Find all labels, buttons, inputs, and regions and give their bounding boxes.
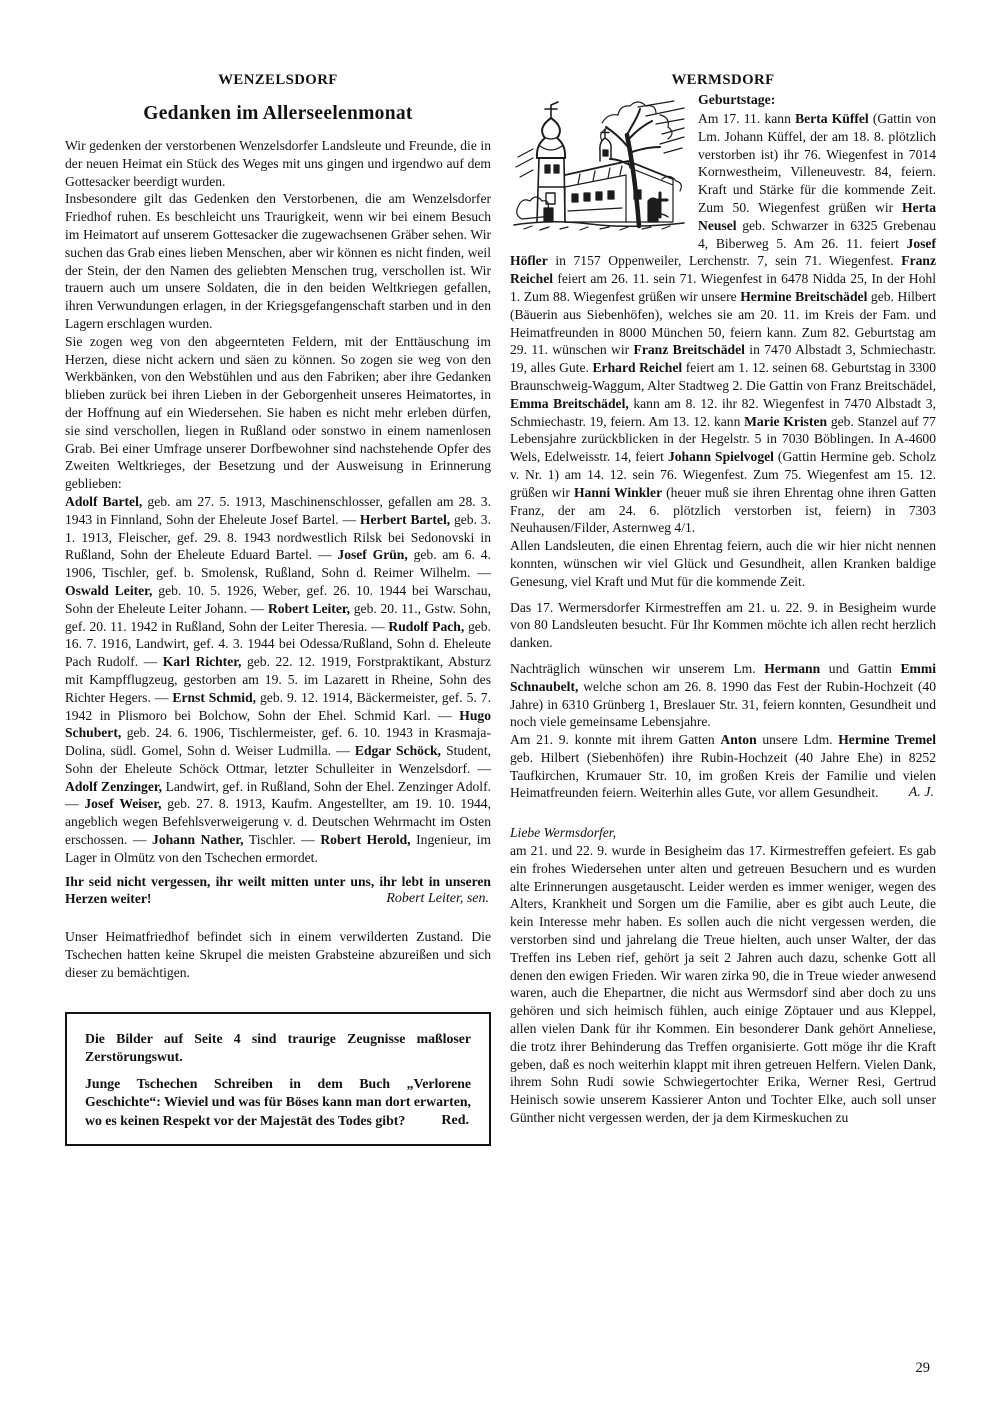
memorial-signature: Robert Leiter, sen. bbox=[380, 890, 489, 908]
left-column bbox=[65, 72, 491, 1146]
page-number: 29 bbox=[915, 1360, 930, 1376]
notice-box-paragraph-1: Die Bilder auf Seite 4 sind traurige Zeugnisse maßloser Zerstörungswut. bbox=[85, 1030, 471, 1065]
paragraph-belated-wishes: Nachträglich wünschen wir unserem Lm. Hermann und Gattin Emmi Schnaubelt, welche schon am 26. 8. 1990 das Fest der Rubin-Hochzeit (40 Jahre) in 6310 Grünberg 1, Breslauer Str. 31, feiern konnten, Gesundheit und noch viele gemeinsame Lebensjahre. bbox=[510, 660, 936, 730]
left-column-header: WENZELSDORF bbox=[218, 72, 338, 88]
church-illustration bbox=[510, 95, 688, 233]
paragraph-all-celebrants: Allen Landsleuten, die einen Ehrentag feiern, auch die wir hier nicht nennen konnten, wünschen wir viel Glück und Gesundheit, allen Kranken baldige Genesung, viel Kraft und Mut für die kommende Zeit. bbox=[510, 538, 936, 589]
right-column bbox=[510, 72, 936, 1127]
letter-salutation: Liebe Wermsdorfer, bbox=[510, 825, 616, 841]
paragraph-birthdays: Am 17. 11. kann Berta Küffel (Gattin von Lm. Johann Küffel, der am 18. 8. plötzlich verstorben ist) ihr 76. Wiegenfest in 7014 Kornwestheim, Villeneuvestr. 84, feiern. Kraft und Stärke für die kommende Zeit. Zum 50. Wiegenfest grüßen wir Herta Neusel geb. Schwarzer in 6325 Grebenau 4, Biberweg 5. Am 26. 11. feiert Josef Höfler in 7157 Oppenweiler, Lerchenstr. 7, sein 71. Wiegenfest. Franz Reichel feiert am 26. 11. sein 71. Wiegenfest in 6478 Nidda 25, In der Hohl 1. Zum 88. Wiegenfest grüßen wir unsere Hermine Breitschädel geb. Hilbert (Bäuerin aus Siebenhöfen), welches sie am 20. 11. im Kreis der Fam. und Heimatfreunden in 8000 München 50, feiern kann. Zum 82. Geburtstag am 29. 11. wünschen wir Franz Breitschädel in 7470 Albstadt 3, Schmiechastr. 19, alles Gute. Erhard Reichel feiert am 1. 12. seinen 68. Geburtstag in 3300 Braunschweig-Waggum, Alter Stadtweg 2. Die Gattin von Franz Breitschädel, Emma Breitschädel, kann am 8. 12. ihr 82. Wiegenfest in 7470 Albstadt 3, Schmiechastr. 19, feiern. Am 13. 12. kann Marie Kristen geb. Stanzel auf 77 Lebensjahre zurückblicken in der Hegelstr. 5 in 7030 Böblingen. In A-4600 Wels, Edelweisstr. 14, feiert Johann Spielvogel (Gattin Hermine geb. Scholz v. Nr. 1) am 14. 12. sein 76. Wiegenfest. Zum 75. Wiegenfest am 15. 12. grüßen wir Hanni Winkler (heuer muß sie ihren Ehrentag ohne ihren Gatten Franz, der am 24. 6. plötzlich verstorben ist, feiern) in 7303 Neuhausen/Filder, Asternweg 4/1. bbox=[510, 111, 937, 536]
paragraph-memorial-intro-1: Wir gedenken der verstorbenen Wenzelsdorfer Landsleute und Freunde, die in der neuen Heimat ein Stück des Weges mit uns gingen und irgendwo auf dem Gottesacker beerdigt wurden. bbox=[65, 138, 491, 189]
notice-box-signature: Red. bbox=[435, 1112, 469, 1131]
letter-body: am 21. und 22. 9. wurde in Besigheim das 17. Kirmestreffen gefeiert. Es gab ein frohes Wiedersehen unter alten und getreuen Besuchern und es wurden alte Erinnerungen ausgetauscht. Leider werden es immer weniger, wegen des Alters, Krankheit und Sorgen um die Familie, aber es gibt auch Leute, die kein Interesse mehr haben. Es sollen auch die nicht vergessen werden, die verstorben sind und jahrelang die Treue hielten, auch unser Walter, der das Treffen ins Leben rief, gehört ja seit 2 Jahren auch dazu, schenke Gott all denen den ewigen Frieden. Wir waren zirka 90, die in Treue wieder anwesend waren, auch die Ehepartner, die nicht aus Wermsdorf sind aber doch zu uns gehören und sich heimisch fühlen, auch einige Zöptauer und aus Kleppel, allen vielen Dank für ihr Kommen. Ein besonderer Dank gehört Anneliese, die trotz ihrer Behinderung das Treffen organisierte. Gott möge ihr die Kraft geben, daß es noch weiterhin klappt mit ihren getreuen Helfern. Vielen Dank, ihrem Sohn Rudi sowie Schwiegertochter Erika, Werner Resi, Gertrud Heinisch sowie unserem Kassierer Anton und Tochter Elke, auch soll unser Günther nicht vergessen werden, der ja dem Kirmeskuchen zu bbox=[510, 843, 936, 1126]
paragraph-kirmestreffen-note: Das 17. Wermersdorfer Kirmestreffen am 21. u. 22. 9. in Besigheim wurde von 80 Landsleuten besucht. Für Ihr Kommen möchte ich allen recht herzlich danken. bbox=[510, 599, 936, 651]
paragraph-memorial-intro-2: Insbesondere gilt das Gedenken den Verstorbenen, die am Wenzelsdorfer Friedhof ruhen. Es beschleicht uns Traurigkeit, wenn wir bei einem Besuch im Heimatort auf unserem Gottesacker die zugewachsenen Gräber sehen. Wir suchen das Grab eines lieben Menschen, aber wir können es nicht finden, weil der Stein, der den Namen des geliebten Menschen trug, verschollen ist. Wir trauern auch um unsere Soldaten, die in den beiden Weltkriegen gefallen, ihren Verwundungen erlagen, in der Kriegsgefangenschaft starben und in den Lagern erschlagen wurden. bbox=[65, 191, 491, 331]
notice-box-paragraph-2 bbox=[85, 1075, 471, 1131]
birthdays-block bbox=[510, 91, 936, 537]
notice-box-text: Junge Tschechen Schreiben in dem Buch „Verlorene Geschichte“: Wieviel und was für Böses kann man dort erwarten, wo es keinen Respekt vor der Majestät des Todes gibt? bbox=[85, 1075, 471, 1128]
notice-box bbox=[65, 1012, 491, 1147]
birthdays-subheader: Geburtstage: bbox=[698, 92, 776, 107]
memorial-closing-text: Ihr seid nicht vergessen, ihr weilt mitten unter uns, ihr lebt in unseren Herzen weiter! bbox=[65, 873, 491, 907]
paragraph-war-victims-list: Adolf Bartel, geb. am 27. 5. 1913, Maschinenschlosser, gefallen am 28. 3. 1943 in Finnland, Sohn der Eheleute Josef Bartel. — Herbert Bartel, geb. 3. 1. 1913, Fleischer, gef. 29. 8. 1943 nordwestlich Rilsk bei Sedonovski in Rußland, Sohn der Eheleute Eduard Bartel. — Josef Grün, geb. am 6. 4. 1906, Tischler, gef. b. Smolensk, Rußland, Sohn d. Reimer Wilhelm. — Oswald Leiter, geb. 10. 5. 1926, Weber, gef. 26. 10. 1944 bei Warschau, Sohn der Eheleute Leiter Johann. — Robert Leiter, geb. 20. 11., Gstw. Sohn, gef. 20. 11. 1942 in Rußland, Sohn der Leiter Theresia. — Rudolf Pach, geb. 16. 7. 1916, Landwirt, gef. 4. 3. 1944 bei Odessa/Rußland, Sohn d. Eheleute Pach Rudolf. — Karl Richter, geb. 22. 12. 1919, Forstpraktikant, Absturz mit Kampfflugzeug, gestorben am 19. 5. im Lazarett in Rheine, Sohn des Richter Hegers. — Ernst Schmid, geb. 9. 12. 1914, Bäckermeister, gef. 5. 7. 1942 in Plismoro bei Bolchow, Sohn der Ehel. Schmid Karl. — Hugo Schubert, geb. 24. 6. 1906, Tischlermeister, gef. 6. 10. 1943 in Krasmaja-Dolina, südl. Gomel, Sohn d. Weiser Ludmilla. — Edgar Schöck, Student, Sohn der Eheleute Schöck Ottmar, letzter Schulleiter in Wenzelsdorf. — Adolf Zenzinger, Landwirt, gef. in Rußland, Sohn der Ehel. Zenzinger Adolf. — Josef Weiser, geb. 27. 8. 1913, Kaufm. Angestellter, am 19. 10. 1944, angeblich wegen Befehlsverweigerung v. d. Deutschen Wehrmacht im Osten erschossen. — Johann Nather, Tischler. — Robert Herold, Ingenieur, im Lager in Olmütz von den Tschechen ermordet. bbox=[65, 493, 492, 865]
right-column-header: WERMSDORF bbox=[671, 72, 775, 88]
ruby-wedding-signature: A. J. bbox=[903, 784, 934, 802]
ruby-wedding-text: Am 21. 9. konnte mit ihrem Gatten Anton unsere Ldm. Hermine Tremel geb. Hilbert (Siebenhöfen) ihre Rubin-Hochzeit (40 Jahre Ehe) in 8252 Taufkirchen, Krumauer Str. 10, im großen Kreis der Familie und vielen Heimatfreunden feiern. Weiterhin alles Gute, vor allem Gesundheit. bbox=[510, 732, 936, 801]
paragraph-memorial-intro-3: Sie zogen weg von den abgeernteten Feldern, mit der Enttäuschung im Herzen, diese nicht ackern und säen zu können. So zogen sie weg von den Werkbänken, von den Webstühlen und aus den Fabriken; aber ihre Gedanken blieben zurück bei ihren Lieben in der Geborgenheit unseres Heimatortes, in der Hoffnung auf ein Wiedersehen. Sie haben es nicht mehr erleben dürfen, sie sind verschollen, liegen in Rußland oder sonstwo in einem namenlosen Grab. Bei einer Umfrage unserer Dorfbewohner sind nachstehende Opfer des Zweiten Weltkrieges, der Besetzung und der Ausweisung in Erinnerung geblieben: bbox=[65, 333, 491, 492]
article-title: Gedanken im Allerseelenmonat bbox=[143, 103, 413, 124]
paragraph-cemetery-state: Unser Heimatfriedhof befindet sich in einem verwilderten Zustand. Die Tschechen hatten keine Skrupel die meisten Grabsteine abzureißen und sich dieser zu bemächtigen. bbox=[65, 929, 491, 980]
paragraph-ruby-wedding bbox=[510, 731, 936, 802]
memorial-closing-line bbox=[65, 873, 491, 909]
